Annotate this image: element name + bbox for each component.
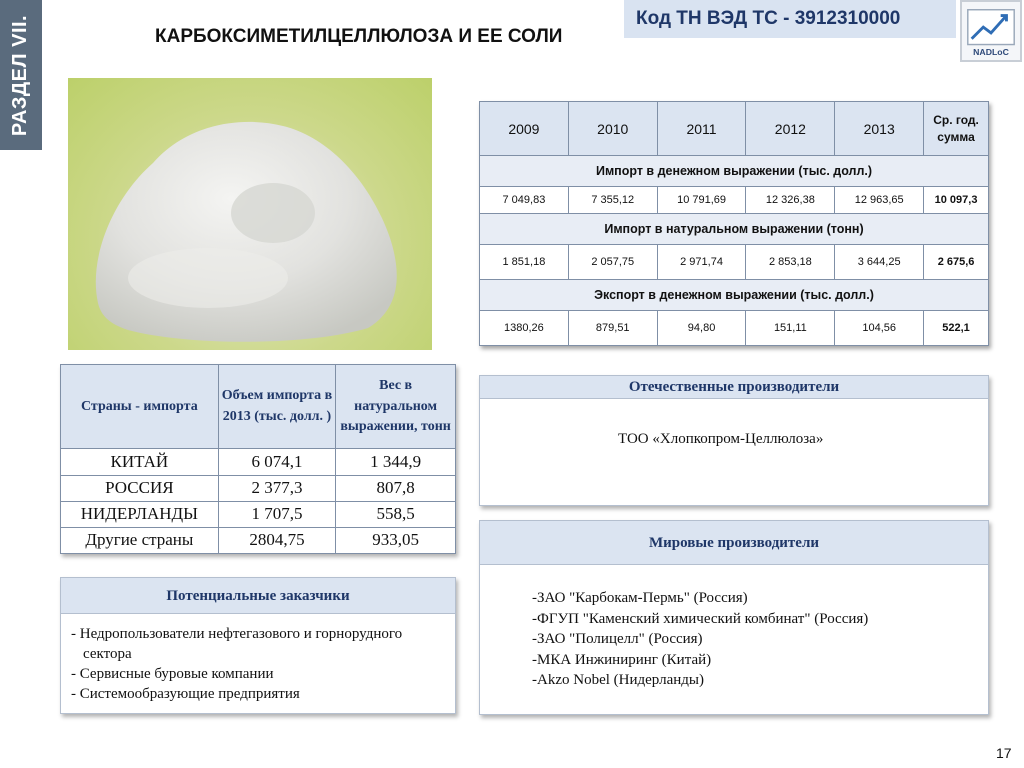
year-header: 2010 — [568, 102, 657, 156]
value-cell: 12 326,38 — [746, 187, 835, 214]
years-header-row — [480, 102, 989, 156]
value-cell: 879,51 — [568, 311, 657, 346]
average-cell: 2 675,6 — [924, 245, 989, 280]
world-producers-list — [480, 565, 988, 691]
section-row — [480, 156, 989, 187]
year-header: 2012 — [746, 102, 835, 156]
list-item: - Недропользователи нефтегазового и горнорудного сектора — [71, 626, 403, 662]
year-header: 2013 — [835, 102, 924, 156]
average-cell: 10 097,3 — [924, 187, 989, 214]
powder-pile-image — [68, 78, 432, 350]
year-header: 2009 — [480, 102, 569, 156]
value-cell: 1 707,5 — [218, 501, 336, 527]
section-label: РАЗДЕЛ VII. — [9, 14, 32, 136]
country-cell: НИДЕРЛАНДЫ — [61, 501, 219, 527]
logo-text: NADLoC — [973, 47, 1009, 58]
section-title-import-volume: Импорт в натуральном выражении (тонн) — [480, 214, 989, 245]
list-item: -ЗАО "Карбокам-Пермь" (Россия) — [532, 590, 748, 606]
logo-icon — [962, 2, 1020, 60]
statistics-table — [479, 101, 989, 346]
section-tab — [0, 0, 42, 150]
customs-code-box — [624, 0, 956, 38]
value-cell: 7 355,12 — [568, 187, 657, 214]
values-row — [480, 187, 989, 214]
panel-title: Отечественные производители — [480, 376, 988, 399]
world-producers-panel — [479, 520, 989, 715]
domestic-producers-panel — [479, 375, 989, 506]
value-cell: 1380,26 — [480, 311, 569, 346]
section-title-import-value: Импорт в денежном выражении (тыс. долл.) — [480, 156, 989, 187]
value-cell: 2 853,18 — [746, 245, 835, 280]
value-cell: 933,05 — [336, 527, 456, 553]
customers-list — [61, 614, 455, 704]
average-cell: 522,1 — [924, 311, 989, 346]
customs-code: Код ТН ВЭД ТС - 3912310000 — [636, 8, 901, 29]
value-cell: 2 971,74 — [657, 245, 746, 280]
list-item: -МКА Инжиниринг (Китай) — [532, 651, 712, 668]
section-title-export-value: Экспорт в денежном выражении (тыс. долл.) — [480, 280, 989, 311]
product-photo — [68, 78, 432, 350]
average-header-line1: Ср. год. — [933, 113, 979, 128]
value-cell: 7 049,83 — [480, 187, 569, 214]
weight-header: Вес в натуральном выражении, тонн — [336, 365, 456, 449]
list-item: -ЗАО "Полицелл" (Россия) — [532, 631, 703, 647]
section-row — [480, 280, 989, 311]
country-cell: КИТАЙ — [61, 449, 219, 475]
table-row — [61, 527, 456, 553]
year-header: 2011 — [657, 102, 746, 156]
list-item: - Сервисные буровые компании — [71, 666, 274, 682]
value-cell: 94,80 — [657, 311, 746, 346]
country-cell: РОССИЯ — [61, 475, 219, 501]
country-cell: Другие страны — [61, 527, 219, 553]
values-row — [480, 311, 989, 346]
import-volume-header: Объем импорта в 2013 (тыс. долл. ) — [218, 365, 336, 449]
average-header-line2: сумма — [937, 129, 975, 144]
table-row — [61, 449, 456, 475]
panel-title: Потенциальные заказчики — [61, 578, 455, 614]
value-cell: 6 074,1 — [218, 449, 336, 475]
countries-header: Страны - импорта — [61, 365, 219, 449]
table-row — [61, 501, 456, 527]
value-cell: 2804,75 — [218, 527, 336, 553]
average-header — [924, 102, 989, 156]
value-cell: 2 057,75 — [568, 245, 657, 280]
value-cell: 151,11 — [746, 311, 835, 346]
value-cell: 2 377,3 — [218, 475, 336, 501]
value-cell: 1 344,9 — [336, 449, 456, 475]
value-cell: 12 963,65 — [835, 187, 924, 214]
list-item: -Akzo Nobel (Нидерланды) — [532, 672, 704, 688]
value-cell: 3 644,25 — [835, 245, 924, 280]
values-row — [480, 245, 989, 280]
list-item: -ФГУП "Каменский химический комбинат" (Россия) — [532, 610, 869, 627]
value-cell: 10 791,69 — [657, 187, 746, 214]
value-cell: 1 851,18 — [480, 245, 569, 280]
potential-customers-panel — [60, 577, 456, 714]
logo — [960, 0, 1022, 62]
section-row — [480, 214, 989, 245]
page-title: КАРБОКСИМЕТИЛЦЕЛЛЮЛОЗА И ЕЕ СОЛИ — [155, 26, 563, 47]
table-row — [61, 475, 456, 501]
value-cell: 558,5 — [336, 501, 456, 527]
value-cell: 104,56 — [835, 311, 924, 346]
page-number: 17 — [996, 745, 1012, 761]
countries-header-row — [61, 365, 456, 449]
panel-title: Мировые производители — [480, 521, 988, 565]
list-item: - Системообразующие предприятия — [71, 686, 300, 702]
import-countries-table — [60, 364, 456, 554]
domestic-producer: ТОО «Хлопкопром-Целлюлоза» — [618, 431, 824, 447]
value-cell: 807,8 — [336, 475, 456, 501]
